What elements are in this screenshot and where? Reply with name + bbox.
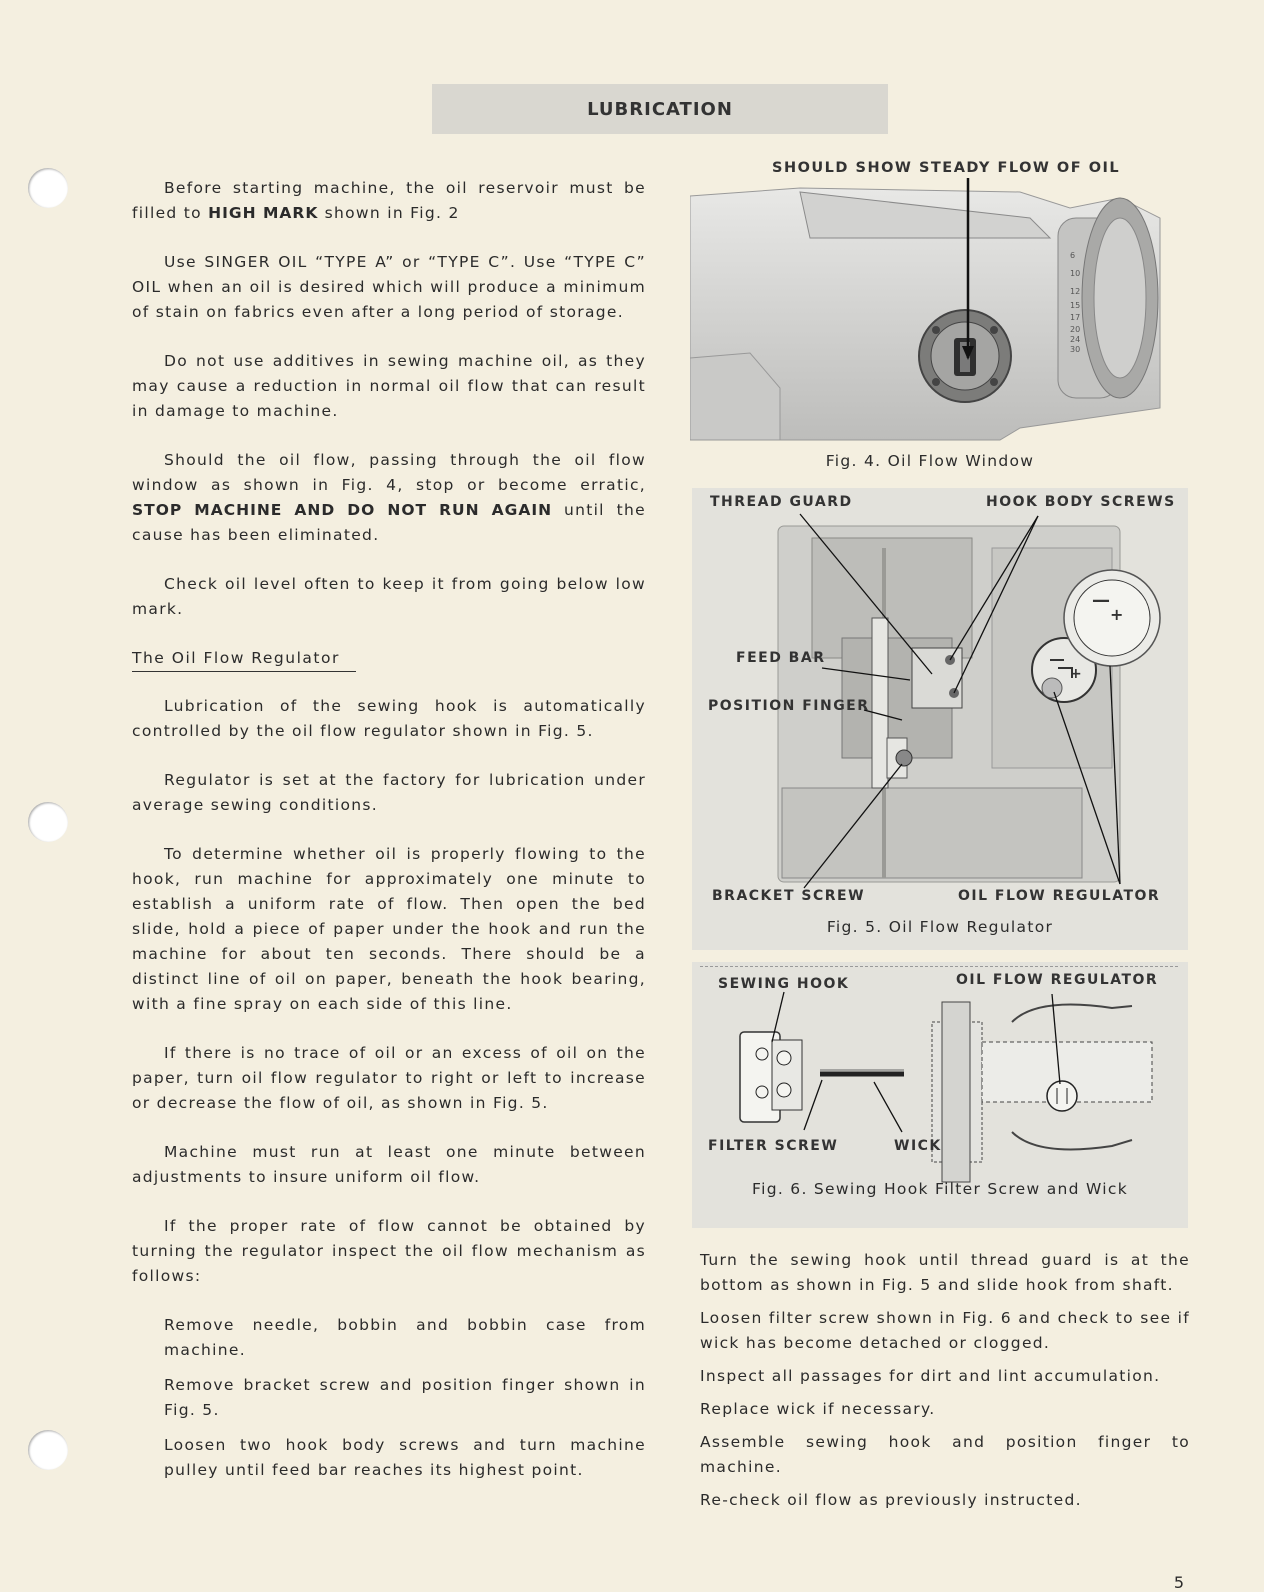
step-remove-needle: Remove needle, bobbin and bobbin case from machine.	[164, 1316, 646, 1359]
step-inspect-passages: Inspect all passages for dirt and lint accumulation.	[700, 1367, 1161, 1385]
binder-hole-bottom	[28, 1430, 68, 1470]
left-column	[132, 176, 646, 1493]
paragraph-run-between: Machine must run at least one minute between adjustments to insure uniform oil flow.	[132, 1143, 646, 1186]
step-recheck: Re-check oil flow as previously instructed.	[700, 1491, 1082, 1509]
binder-hole-middle	[28, 802, 68, 842]
svg-text:15: 15	[1070, 301, 1081, 310]
fig6-caption: Fig. 6. Sewing Hook Filter Screw and Wick	[752, 1180, 1128, 1198]
paragraph-determine-flow: To determine whether oil is properly flowing to the hook, run machine for approximately one minute to establish a uniform rate of flow. Then open the bed slide, hold a piece of paper under the hook and run the machine for about ten seconds. There should be a distinct line of oil on paper, beneath the hook bearing, with a fine spray on each side of this line.	[132, 845, 646, 1013]
svg-text:10: 10	[1070, 269, 1081, 278]
fig5-label-thread-guard: THREAD GUARD	[710, 494, 853, 510]
fig6-label-filter-screw: FILTER SCREW	[708, 1138, 839, 1154]
page-number: 5	[1173, 1573, 1184, 1592]
svg-text:12: 12	[1070, 287, 1081, 296]
svg-text:—: —	[1092, 590, 1110, 611]
fig4-caption: Fig. 4. Oil Flow Window	[825, 452, 1035, 470]
fig5-label-bracket-screw: BRACKET SCREW	[712, 888, 866, 904]
binder-hole-top	[28, 168, 68, 208]
paragraph-adjust-regulator: If there is no trace of oil or an excess of oil on the paper, turn oil flow regulator to right or left to increase or decrease the flow of oil, as shown in Fig. 5.	[132, 1044, 646, 1112]
fig5-caption: Fig. 5. Oil Flow Regulator	[826, 918, 1054, 936]
section-header	[432, 84, 888, 134]
fig6-label-oil-flow-regulator: OIL FLOW REGULATOR	[956, 972, 1159, 988]
section-title: LUBRICATION	[587, 98, 733, 120]
fig6-label-sewing-hook: SEWING HOOK	[718, 976, 850, 992]
svg-text:24: 24	[1070, 335, 1081, 344]
step-loosen-filter: Loosen filter screw shown in Fig. 6 and check to see if wick has become detached or clogged.	[700, 1309, 1190, 1352]
paragraph-stop-machine: Should the oil flow, passing through the oil flow window as shown in Fig. 4, stop or become erratic, STOP MACHINE AND DO NOT RUN AGAIN until the cause has been eliminated.	[132, 451, 646, 544]
fig4-label-steady-flow: SHOULD SHOW STEADY FLOW OF OIL	[772, 160, 1121, 176]
fig5-oil-flow-regulator-illustration	[692, 488, 1188, 950]
fig5-label-feed-bar: FEED BAR	[736, 650, 826, 666]
fig6-label-wick: WICK	[894, 1138, 942, 1154]
step-assemble: Assemble sewing hook and position finger to machine.	[700, 1433, 1190, 1476]
paragraph-lubrication-hook: Lubrication of the sewing hook is automatically controlled by the oil flow regulator shown in Fig. 5.	[132, 697, 646, 740]
subheading-oil-flow-regulator: The Oil Flow Regulator	[132, 646, 356, 672]
svg-text:6: 6	[1070, 251, 1076, 260]
step-loosen-screws: Loosen two hook body screws and turn machine pulley until feed bar reaches its highest point.	[164, 1436, 646, 1479]
step-replace-wick: Replace wick if necessary.	[700, 1400, 936, 1418]
step-remove-bracket: Remove bracket screw and position finger shown in Fig. 5.	[164, 1376, 646, 1419]
paragraph-oil-type: Use SINGER OIL “TYPE A” or “TYPE C”. Use “TYPE C” OIL when an oil is desired which will produce a minimum of stain on fabrics even after a long period of storage.	[132, 253, 646, 321]
paragraph-regulator-set: Regulator is set at the factory for lubrication under average sewing conditions.	[132, 771, 646, 814]
paragraph-fill-reservoir: Before starting machine, the oil reservoir must be filled to HIGH MARK shown in Fig. 2	[132, 179, 646, 222]
paragraph-check-level: Check oil level often to keep it from going below low mark.	[132, 575, 646, 618]
fig5-label-oil-flow-regulator: OIL FLOW REGULATOR	[958, 888, 1161, 904]
step-turn-hook: Turn the sewing hook until thread guard is at the bottom as shown in Fig. 5 and slide hook from shaft.	[700, 1251, 1190, 1294]
svg-text:20: 20	[1070, 325, 1081, 334]
fig5-label-position-finger: POSITION FINGER	[708, 698, 870, 714]
svg-text:17: 17	[1070, 313, 1081, 322]
right-column	[700, 1248, 1190, 1521]
fig4-oil-flow-window-illustration	[690, 178, 1190, 448]
paragraph-additives: Do not use additives in sewing machine oil, as they may cause a reduction in normal oil flow that can result in damage to machine.	[132, 352, 646, 420]
svg-text:30: 30	[1070, 345, 1081, 354]
svg-text:+: +	[1070, 666, 1082, 682]
paragraph-inspect-mechanism: If the proper rate of flow cannot be obtained by turning the regulator inspect the oil flow mechanism as follows:	[132, 1217, 646, 1285]
svg-text:+: +	[1110, 605, 1124, 624]
fig5-label-hook-body-screws: HOOK BODY SCREWS	[986, 494, 1176, 510]
